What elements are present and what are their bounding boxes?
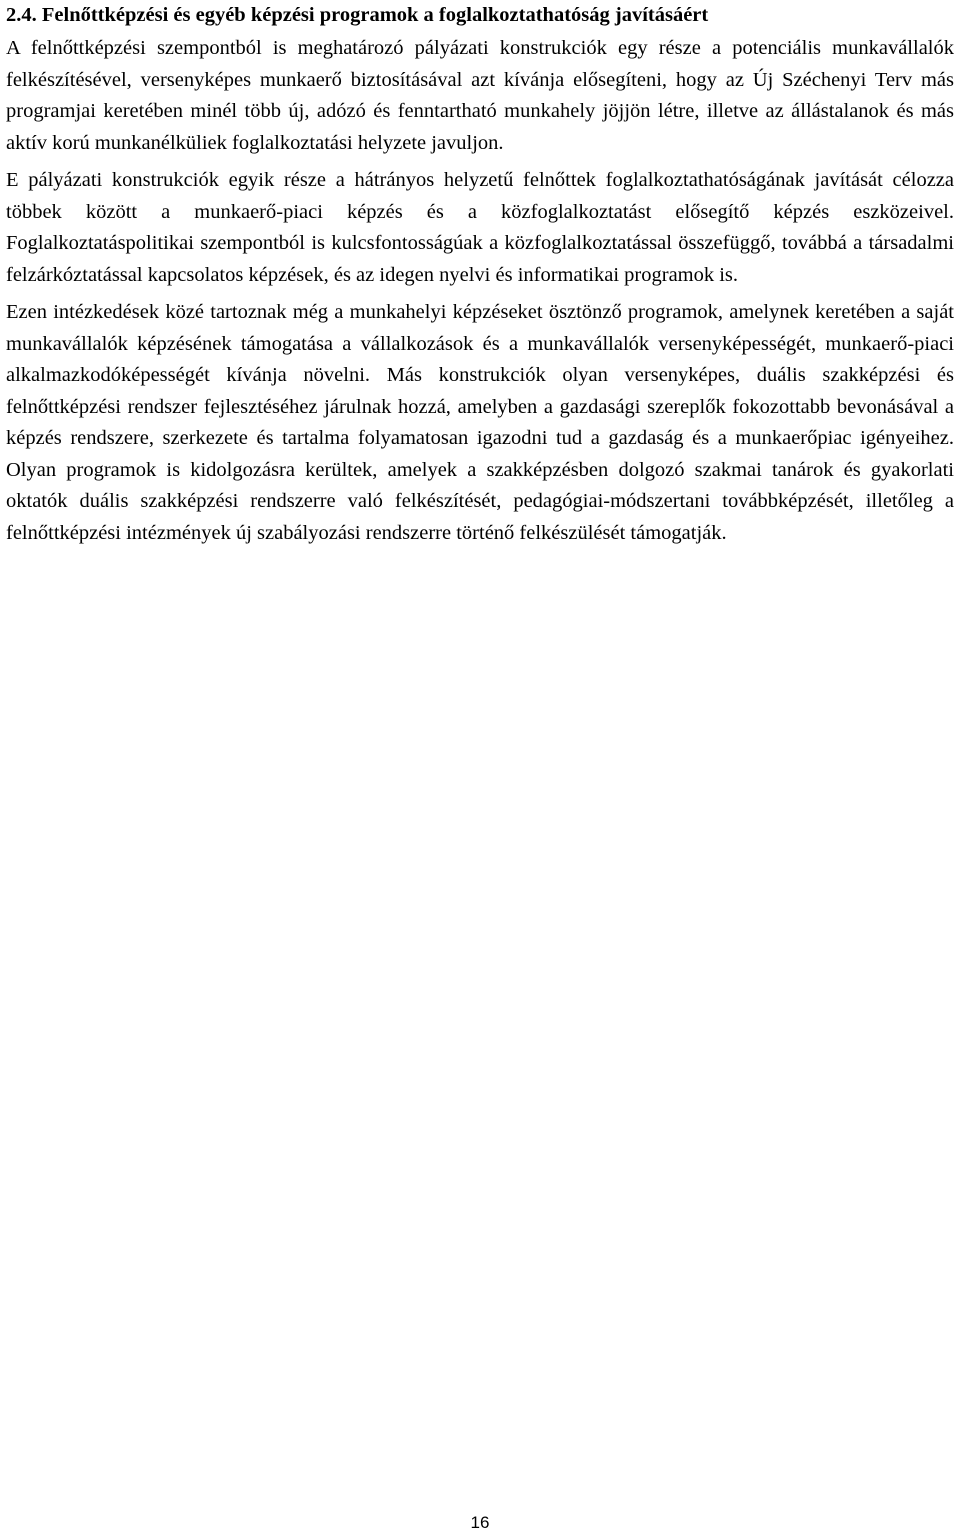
- section-heading: 2.4. Felnőttképzési és egyéb képzési programok a foglalkoztathatóság javításáért: [6, 4, 709, 26]
- page-number: 16: [470, 1513, 490, 1532]
- paragraph-1: A felnőttképzési szempontból is meghatározó pályázati konstrukciók egy része a potenciális munkavállalók felkészítésével, versenyképes munkaerő biztosításával azt kívánja elősegíteni, hogy az Új Széchenyi Terv más programjai keretében minél több új, adózó és fenntartható munkahely jöjjön létre, illetve az állástalanok és más aktív korú munkanélküliek foglalkoztatási helyzete javuljon.: [6, 37, 954, 154]
- paragraph-3: Ezen intézkedések közé tartoznak még a munkahelyi képzéseket ösztönző programok, amelynek keretében a saját munkavállalók képzésének támogatása a vállalkozások és a munkavállalók versenyképességét, munkaerő-piaci alkalmazkodóképességét kívánja növelni. Más konstrukciók olyan versenyképes, duális szakképzési és felnőttképzési rendszer fejlesztéséhez járulnak hozzá, amelyben a gazdasági szereplők fokozottabb bevonásával a képzés rendszere, szerkezete és tartalma folyamatosan igazodni tud a gazdaság és a munkaerőpiac igényeihez. Olyan programok is kidolgozásra kerültek, amelyek a szakképzésben dolgozó szakmai tanárok és gyakorlati oktatók duális szakképzési rendszerre való felkészítését, pedagógiai-módszertani továbbképzését, illetőleg a felnőttképzési intézmények új szabályozási rendszerre történő felkészülését támogatják.: [6, 301, 954, 544]
- paragraph-2: E pályázati konstrukciók egyik része a hátrányos helyzetű felnőttek foglalkoztathatóságának javítását célozza többek között a munkaerő-piaci képzés és a közfoglalkoztatást elősegítő képzés eszközeivel. Foglalkoztatáspolitikai szempontból is kulcsfontosságúak a közfoglalkoztatással összefüggő, továbbá a társadalmi felzárkóztatással kapcsolatos képzések, és az idegen nyelvi és informatikai programok is.: [6, 169, 954, 286]
